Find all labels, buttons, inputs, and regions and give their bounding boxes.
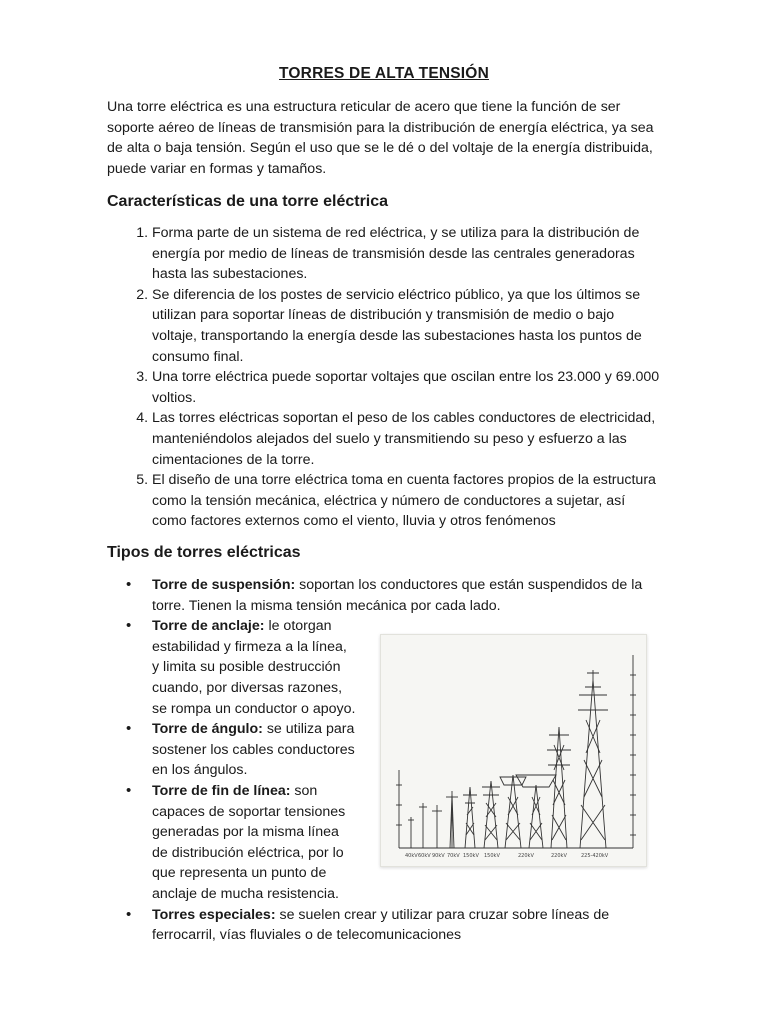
type-term: Torre de fin de línea: (152, 782, 291, 799)
tower-comparison-image (380, 634, 647, 867)
tower-label: 70kV (447, 853, 460, 859)
list-item (152, 575, 662, 616)
list-item (152, 719, 357, 781)
features-list (107, 223, 662, 532)
tower-illustration (381, 635, 646, 866)
list-item (152, 781, 357, 905)
tower-label: 150kV (463, 853, 479, 859)
type-description: se suelen crear y utilizar para cruzar sobre líneas de ferrocarril, vías fluviales o de telecomunicaciones (152, 906, 610, 944)
list-item: 1. Forma parte de un sistema de red eléctrica, y se utiliza para la distribución de energía por medio de líneas de transmisión desde las centrales generadoras hasta las subestaciones. (152, 223, 662, 285)
list-item: 3. Una torre eléctrica puede soportar voltajes que oscilan entre los 23.000 y 69.000 voltios. (152, 367, 662, 408)
list-item: 5. El diseño de una torre eléctrica toma en cuenta factores propios de la estructura como la tensión mecánica, eléctrica y número de conductores a sujetar, así como factores externos como el viento, lluvia y otros fenómenos (152, 470, 662, 532)
list-item (152, 905, 662, 946)
type-term: Torre de ángulo: (152, 721, 263, 738)
list-item: 4. Las torres eléctricas soportan el peso de los cables conductores de electricidad, manteniéndolos alejados del suelo y transmitiendo su peso y esfuerzo a las cimentaciones de la torre. (152, 408, 662, 470)
tower-label: 220kV (518, 853, 534, 859)
tower-label: 225-420kV (581, 853, 609, 859)
type-description: son capaces de soportar tensiones generadas por la misma línea de distribución eléctrica, por lo que representa un punto de anclaje de mucha resistencia. (152, 782, 346, 902)
intro-paragraph: Una torre eléctrica es una estructura reticular de acero que tiene la función de ser soporte aéreo de líneas de transmisión para la distribución de energía eléctrica, ya sea de alta o baja tensión. Según el uso que se le dé o del voltaje de la energía distribuida, puede variar en formas y tamaños. (107, 99, 654, 177)
type-term: Torre de anclaje: (152, 618, 265, 635)
type-term: Torre de suspensión: (152, 577, 296, 593)
type-description: soportan los conductores que están suspendidos de la torre. Tienen la misma tensión mecánica por cada lado. (152, 577, 643, 614)
tower-label: 90kV (432, 853, 445, 859)
type-description: se utiliza para sostener los cables conductores en los ángulos. (152, 721, 355, 779)
features-heading: Características de una torre eléctrica (107, 193, 389, 210)
tower-label: 40kV (405, 853, 418, 859)
types-heading: Tipos de torres eléctricas (107, 544, 301, 561)
page-title: TORRES DE ALTA TENSIÓN (279, 65, 489, 82)
list-item: 2. Se diferencia de los postes de servicio eléctrico público, ya que los últimos se utilizan para soportar líneas de distribución y transmisión de medio o bajo voltaje, transportando la energía desde las subestaciones hasta los puntos de consumo final. (152, 285, 662, 367)
tower-label: 220kV (551, 853, 567, 859)
type-description: le otorgan estabilidad y firmeza a la línea, y limita su posible destrucción cuando, por diversas razones, se rompa un conductor o apoyo. (152, 618, 356, 717)
list-item (152, 616, 357, 719)
type-term: Torres especiales: (152, 906, 276, 923)
tower-label: 150kV (484, 853, 500, 859)
tower-label: 60kV (418, 853, 431, 859)
